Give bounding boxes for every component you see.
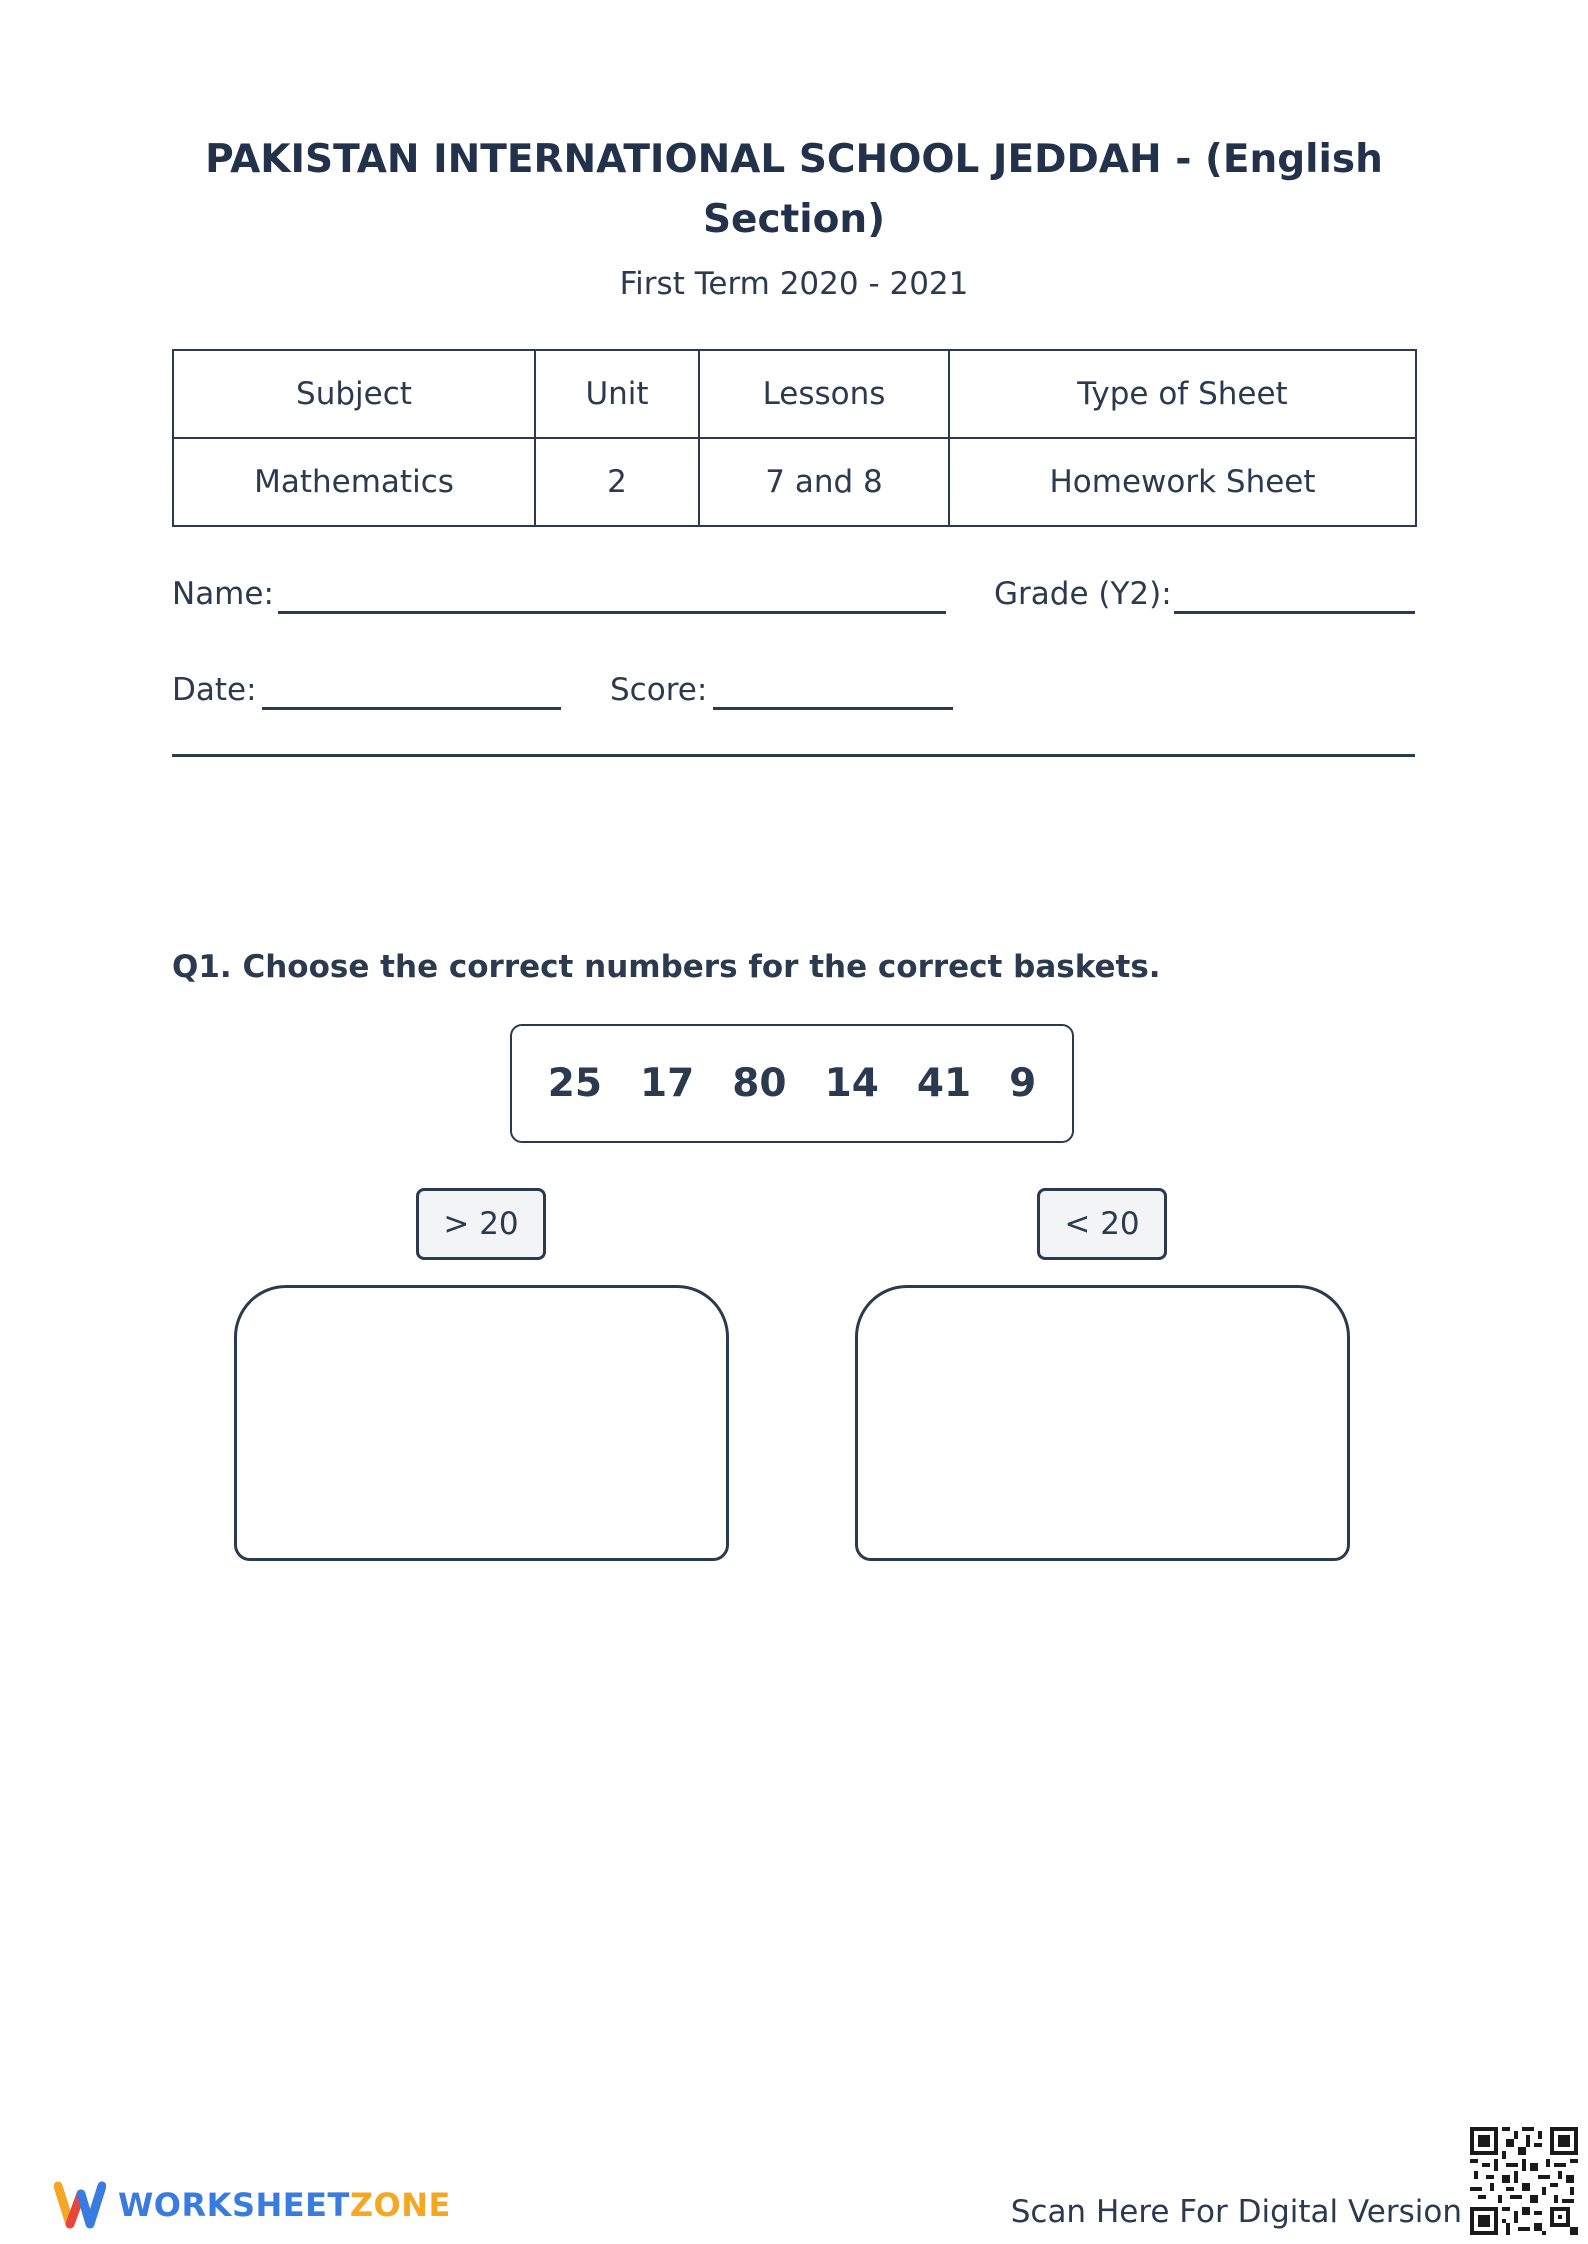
date-label: Date:: [172, 672, 257, 708]
number-option[interactable]: 25: [547, 1061, 602, 1106]
header-unit: Unit: [535, 350, 699, 438]
name-label: Name:: [172, 576, 274, 612]
number-option[interactable]: 80: [732, 1061, 787, 1106]
scan-caption: Scan Here For Digital Version: [1010, 2194, 1462, 2230]
value-unit: 2: [535, 438, 699, 526]
number-option[interactable]: 9: [1009, 1061, 1037, 1106]
score-label: Score:: [610, 672, 708, 708]
basket-greater-20[interactable]: [234, 1285, 729, 1561]
score-field[interactable]: [713, 707, 953, 710]
grade-field[interactable]: [1174, 611, 1415, 614]
number-option[interactable]: 14: [824, 1061, 879, 1106]
logo-text-accent: ZONE: [349, 2186, 451, 2224]
numbers-box: [510, 1024, 1074, 1143]
qr-code-icon[interactable]: [1470, 2127, 1578, 2235]
number-option[interactable]: 41: [916, 1061, 972, 1106]
worksheetzone-logo: [54, 2180, 451, 2230]
logo-w-icon: [54, 2180, 106, 2230]
term-subtitle: First Term 2020 - 2021: [619, 266, 969, 302]
basket-label-greater-20: > 20: [416, 1188, 546, 1260]
value-lessons: 7 and 8: [699, 438, 949, 526]
name-field[interactable]: [278, 611, 946, 614]
header-divider: [172, 754, 1415, 757]
value-type-of-sheet: Homework Sheet: [949, 438, 1416, 526]
question-text: Q1. Choose the correct numbers for the correct baskets.: [172, 949, 1161, 985]
basket-less-20[interactable]: [855, 1285, 1350, 1561]
info-table-header-row: [173, 350, 1416, 438]
basket-label-less-20: < 20: [1037, 1188, 1167, 1260]
grade-label: Grade (Y2):: [994, 576, 1172, 612]
date-field[interactable]: [262, 707, 561, 710]
value-subject: Mathematics: [173, 438, 535, 526]
page-title: PAKISTAN INTERNATIONAL SCHOOL JEDDAH - (English Section): [205, 137, 1383, 242]
info-table: [172, 349, 1417, 527]
info-table-value-row: [173, 438, 1416, 526]
header-lessons: Lessons: [699, 350, 949, 438]
header-type-of-sheet: Type of Sheet: [949, 350, 1416, 438]
logo-text-main: WORKSHEET: [118, 2186, 350, 2224]
header-subject: Subject: [173, 350, 535, 438]
logo-text: [118, 2186, 451, 2224]
number-option[interactable]: 17: [640, 1061, 695, 1106]
